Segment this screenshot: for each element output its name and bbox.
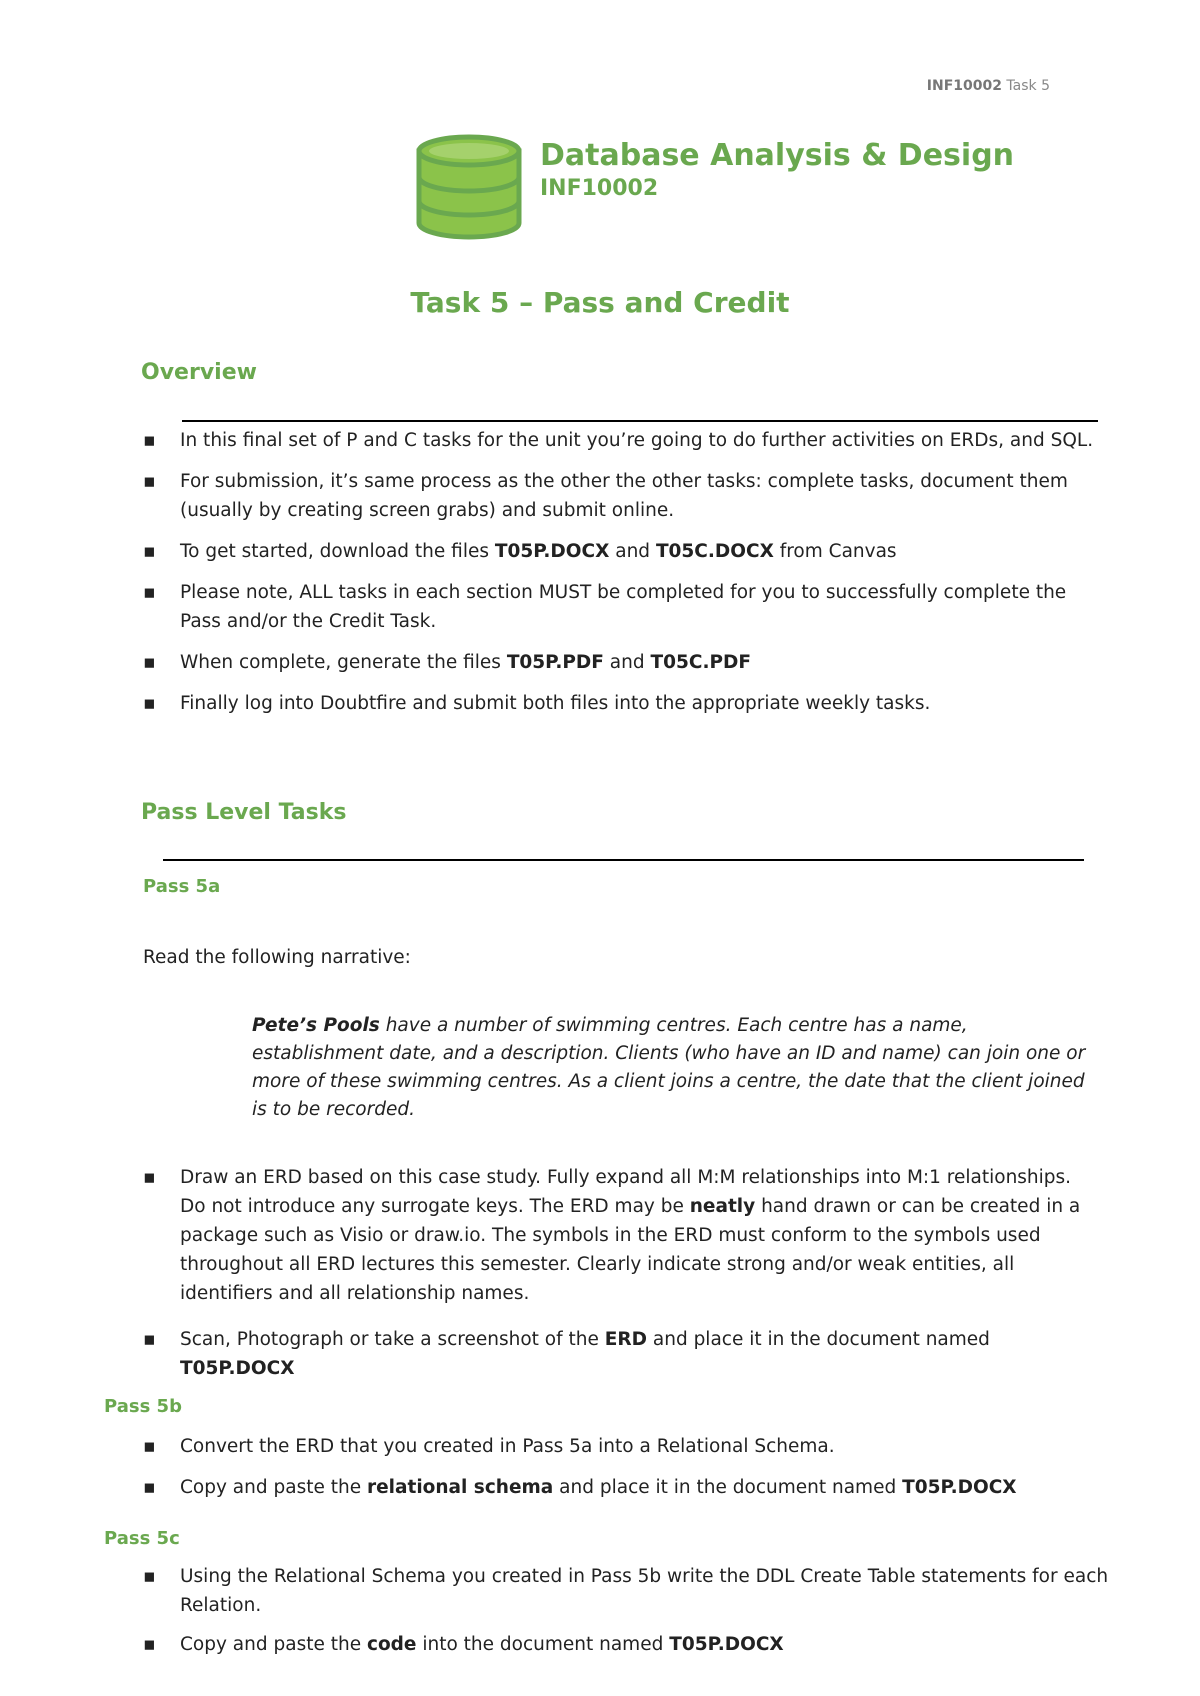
bullet-text: To get started, download the files <box>180 541 495 562</box>
bullet-text: When complete, generate the files <box>180 652 507 673</box>
bullet-text: and place it in the document named <box>647 1329 990 1350</box>
bullet-text: Convert the ERD that you created in Pass 5a into a Relational Schema. <box>180 1436 835 1457</box>
document-header <box>927 78 1050 94</box>
bullet-emphasis: ERD <box>604 1329 647 1350</box>
overview-bullet: ▪ Finally log into Doubtfire and submit both files into the appropriate weekly tasks. <box>143 693 931 714</box>
overview-divider <box>182 420 1098 422</box>
pass-level-heading: Pass Level Tasks <box>141 800 347 825</box>
overview-bullet: ▪ In this final set of P and C tasks for the unit you’re going to do further activities on ERDs, and SQL. <box>143 430 1094 451</box>
bullet-emphasis: neatly <box>689 1196 756 1217</box>
bullet-text: Draw an ERD based on this case study. Fully expand all M:M relationships into M:1 relationships. <box>180 1167 1072 1188</box>
bullet-text: and place it in the document named <box>553 1477 903 1498</box>
pass-5b-heading: Pass 5b <box>104 1396 182 1417</box>
filename-t05p-pdf: T05P.PDF <box>506 652 604 673</box>
overview-bullet: ▪ To get started, download the files T05P.DOCX and T05C.DOCX from Canvas <box>143 541 897 562</box>
logo-subtitle: INF10002 <box>540 176 659 201</box>
pass-5c-heading: Pass 5c <box>104 1528 180 1549</box>
bullet-text: Finally log into Doubtfire and submit both files into the appropriate weekly tasks. <box>180 693 931 714</box>
pass-5b-bullet: ▪ Convert the ERD that you created in Pass 5a into a Relational Schema. <box>143 1436 835 1457</box>
bullet-text: (usually by creating screen grabs) and submit online. <box>180 500 675 521</box>
bullet-text: Copy and paste the <box>180 1634 367 1655</box>
bullet-emphasis: code <box>366 1634 417 1655</box>
logo-title: Database Analysis & Design <box>540 138 1015 173</box>
bullet-text: Relation. <box>180 1595 262 1616</box>
bullet-text: Using the Relational Schema you created in Pass 5b write the DDL Create Table statements for each <box>180 1566 1109 1587</box>
database-icon <box>413 133 525 243</box>
bullet-text: Do not introduce any surrogate keys. The ERD may be <box>180 1196 690 1217</box>
bullet-text: and <box>609 541 656 562</box>
bullet-text: from Canvas <box>773 541 897 562</box>
filename-t05c-docx: T05C.DOCX <box>655 541 774 562</box>
bullet-text: Scan, Photograph or take a screenshot of the <box>180 1329 605 1350</box>
narrative-company: Pete’s Pools <box>252 1015 380 1036</box>
pass-5a-bullet: ▪ Scan, Photograph or take a screenshot of the ERD and place it in the document named T05P.DOCX <box>143 1329 990 1379</box>
bullet-text: package such as Visio or draw.io. The symbols in the ERD must conform to the symbols used <box>180 1225 1041 1246</box>
filename-t05p-docx: T05P.DOCX <box>180 1358 295 1379</box>
filename-t05p-docx: T05P.DOCX <box>902 1477 1017 1498</box>
pass-divider <box>163 859 1084 861</box>
narrative-line: more of these swimming centres. As a client joins a centre, the date that the client joined <box>252 1071 1085 1092</box>
bullet-emphasis: relational schema <box>366 1477 554 1498</box>
bullet-text: Please note, ALL tasks in each section MUST be completed for you to successfully complete the <box>180 582 1067 603</box>
pass-5c-bullet: ▪ Copy and paste the code into the document named T05P.DOCX <box>143 1634 784 1655</box>
narrative-line: is to be recorded. <box>252 1099 415 1120</box>
header-unit-code: INF10002 <box>926 78 1002 94</box>
bullet-text: identifiers and all relationship names. <box>180 1283 530 1304</box>
pass-5a-bullet: ▪ Draw an ERD based on this case study. Fully expand all M:M relationships into M:1 relationships. Do not introduce any surrogate keys. The ERD may be neatly hand drawn or can be created in a package such as Visio or draw.io. The symbols in the ERD must conform to the symbols used throughout all ERD lectures this semester. Clearly indicate strong and/or weak entities, all identifiers and all relationship names. <box>143 1167 1081 1304</box>
bullet-text: hand drawn or can be created in a <box>755 1196 1081 1217</box>
filename-t05c-pdf: T05C.PDF <box>650 652 752 673</box>
pass-5a-heading: Pass 5a <box>143 876 221 897</box>
narrative-intro: Read the following narrative: <box>143 947 411 968</box>
narrative-line: have a number of swimming centres. Each centre has a name, <box>379 1015 968 1036</box>
overview-bullet: ▪ For submission, it’s same process as the other the other tasks: complete tasks, document them (usually by creating screen grabs) and submit online. <box>143 471 1068 521</box>
narrative-quote <box>252 1012 1085 1124</box>
header-task: Task 5 <box>1006 78 1050 94</box>
narrative-line: establishment date, and a description. Clients (who have an ID and name) can join one or <box>252 1043 1086 1064</box>
filename-t05p-docx: T05P.DOCX <box>494 541 610 562</box>
bullet-text: throughout all ERD lectures this semester. Clearly indicate strong and/or weak entities, all <box>180 1254 1015 1275</box>
bullet-text: into the document named <box>416 1634 670 1655</box>
pass-5b-bullet: ▪ Copy and paste the relational schema and place it in the document named T05P.DOCX <box>143 1477 1017 1498</box>
bullet-text: In this final set of P and C tasks for the unit you’re going to do further activities on ERDs, and SQL. <box>180 430 1094 451</box>
overview-bullet: ▪ When complete, generate the files T05P.PDF and T05C.PDF <box>143 652 752 673</box>
overview-heading: Overview <box>141 360 257 385</box>
overview-bullet: ▪ Please note, ALL tasks in each section MUST be completed for you to successfully complete the Pass and/or the Credit Task. <box>143 582 1067 632</box>
pass-5c-bullet: ▪ Using the Relational Schema you created in Pass 5b write the DDL Create Table statements for each Relation. <box>143 1566 1109 1616</box>
bullet-text: For submission, it’s same process as the other the other tasks: complete tasks, document them <box>180 471 1068 492</box>
bullet-text: and <box>603 652 651 673</box>
bullet-text: Copy and paste the <box>180 1477 367 1498</box>
page-title: Task 5 – Pass and Credit <box>410 286 790 319</box>
bullet-text: Pass and/or the Credit Task. <box>180 611 437 632</box>
filename-t05p-docx: T05P.DOCX <box>669 1634 784 1655</box>
